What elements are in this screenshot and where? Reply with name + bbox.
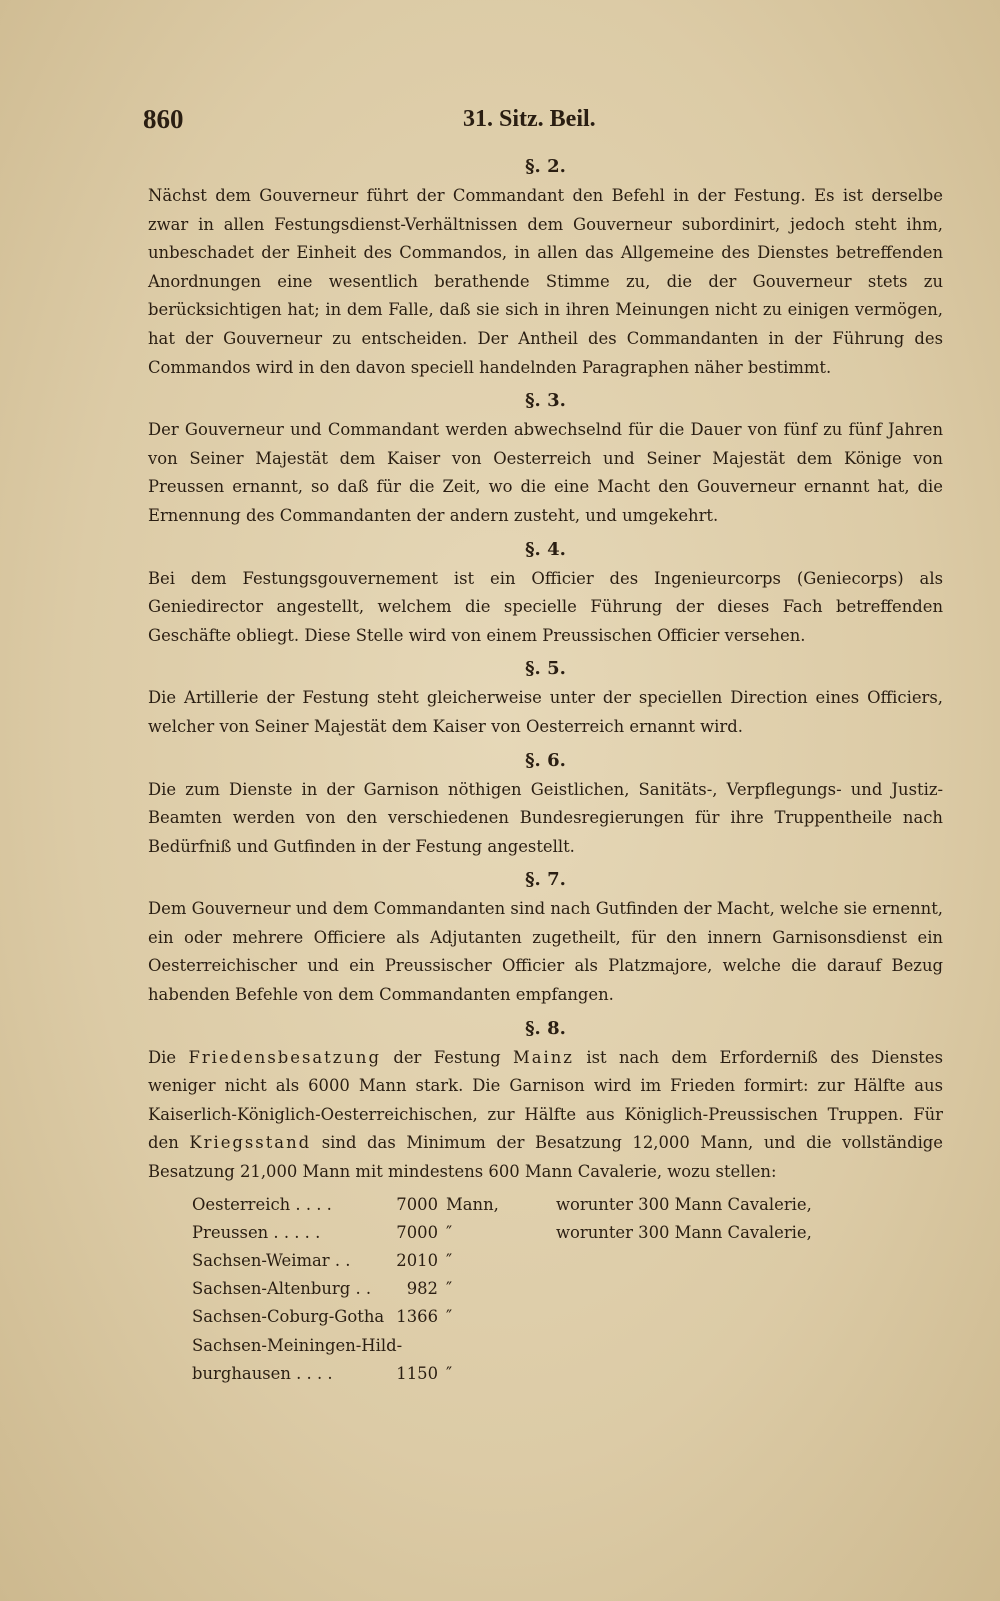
section-heading: §. 8. [525,1017,566,1039]
cavalry-note [556,1303,943,1331]
troop-count: 2010 [396,1251,438,1270]
text-run: sind das Minimum der Besatzung 12,000 Mann, und die vollständige Besatzung 21,000 Mann mit mindestens 600 Mann Cavalerie, wozu stellen: [148,1133,944,1182]
table-row [148,1332,943,1360]
section-heading: §. 6. [525,749,566,771]
table-row [148,1360,943,1388]
section-text: Nächst dem Gouverneur führt der Commandant den Befehl in der Festung. Es ist derselbe zwar in allen Festungsdienst-Verhältnissen dem Gouverneur subordinirt, jedoch steht ihm, unbeschadet der Einheit des Commandos, in allen das Allgemeine des Dienstes betreffenden Anordnungen eine wesentlich berathende Stimme zu, die der Gouverneur stets zu berücksichtigen hat; in dem Falle, daß sie sich in ihren Meinungen nicht zu einigen vermögen, hat der Gouverneur zu entscheiden. Der Antheil des Commandanten in der Führung des Commandos wird in den davon speciell handelnden Paragraphen näher bestimmt. [148,186,943,377]
table-row [148,1191,943,1219]
state-name: Sachsen-Coburg-Gotha [192,1307,385,1327]
emphasized-term: Friedensbesatzung [188,1047,381,1067]
state-name: Oesterreich . . . . [192,1194,332,1214]
table-row [148,1303,943,1331]
table-row [148,1219,943,1247]
text-run: ist nach dem Erforderniß des Dienstes weniger nicht als 6000 Mann stark. Die Garnison wird im Frieden formirt: zur Hälfte aus Kaiserlich-Königlich-Oesterreichischen, zur Hälfte aus Königlich-Preussischen Truppen. Für den [148,1047,943,1153]
emphasized-term: Mainz [512,1047,574,1067]
section-text: Die Artillerie der Festung steht gleicherweise unter der speciellen Direction eines Officiers, welcher von Seiner Majestät dem Kaiser von Oesterreich ernannt wird. [148,688,943,736]
section-heading: §. 7. [525,869,566,891]
troop-unit: ″ [446,1363,453,1383]
troop-unit: Mann, [446,1194,499,1214]
section-text: Dem Gouverneur und dem Commandanten sind nach Gutfinden der Macht, welche sie ernennt, ein oder mehrere Officiere als Adjutanten zugetheilt, für den innern Garnisonsdienst ein Oesterreichischer und ein Preussischer Officier als Platzmajore, welche die darauf Bezug habenden Befehle von dem Commandanten empfangen. [148,899,943,1005]
troop-count [370,1332,446,1360]
state-name: Sachsen-Meiningen-Hild- [192,1335,403,1355]
cavalry-note [556,1360,943,1388]
text-run: Die [148,1047,189,1067]
cavalry-note: worunter 300 Mann Cavalerie, [556,1194,812,1214]
troop-unit: ″ [446,1251,453,1270]
section-text: Der Gouverneur und Commandant werden abwechselnd für die Dauer von fünf zu fünf Jahren von Seiner Majestät dem Kaiser von Oesterreich und Seiner Majestät dem Könige von Preussen ernannt, so daß für die Zeit, wo die eine Macht den Gouverneur ernannt hat, die Ernennung des Commandanten der andern zusteht, und umgekehrt. [148,420,943,525]
contingent-table [148,1191,943,1388]
state-name: Sachsen-Weimar . . [192,1251,351,1270]
troop-unit: ″ [446,1222,453,1242]
section-heading: §. 5. [525,658,566,680]
troop-unit: ″ [446,1279,453,1299]
cavalry-note [556,1332,943,1360]
section-heading: §. 3. [525,390,566,412]
state-name: Sachsen-Altenburg . . [192,1279,372,1299]
troop-count: 982 [406,1279,438,1299]
text-run: der Festung [380,1047,513,1067]
page-header [143,104,938,144]
troop-unit [446,1332,556,1360]
section-text [148,1044,943,1187]
state-name: burghausen . . . . [192,1363,333,1383]
table-row [148,1247,943,1275]
troop-count: 7000 [396,1194,438,1214]
section-heading: §. 2. [525,156,566,177]
running-title: 31. Sitz. Beil. [463,106,596,132]
section-heading: §. 4. [525,538,566,560]
troop-count: 7000 [396,1222,438,1242]
page-number: 860 [143,104,184,134]
cavalry-note: worunter 300 Mann Cavalerie, [556,1222,812,1242]
page-body [148,150,943,1388]
cavalry-note [556,1247,943,1275]
state-name: Preussen . . . . . [192,1222,321,1242]
section-text: Bei dem Festungsgouvernement ist ein Officier des Ingenieurcorps (Geniecorps) als Geniedirector angestellt, welchem die specielle Führung der dieses Fach betreffenden Geschäfte obliegt. Diese Stelle wird von einem Preussischen Officier versehen. [148,568,943,645]
table-row [148,1275,943,1303]
troop-count: 1150 [396,1363,438,1383]
troop-unit: ″ [446,1307,453,1327]
cavalry-note [556,1275,943,1303]
troop-count: 1366 [396,1307,438,1327]
section-text: Die zum Dienste in der Garnison nöthigen Geistlichen, Sanitäts-, Verpflegungs- und Justiz-Beamten werden von den verschiedenen Bundesregierungen für ihre Truppentheile nach Bedürfniß und Gutfinden in der Festung angestellt. [148,779,943,856]
emphasized-term: Kriegsstand [189,1133,312,1153]
